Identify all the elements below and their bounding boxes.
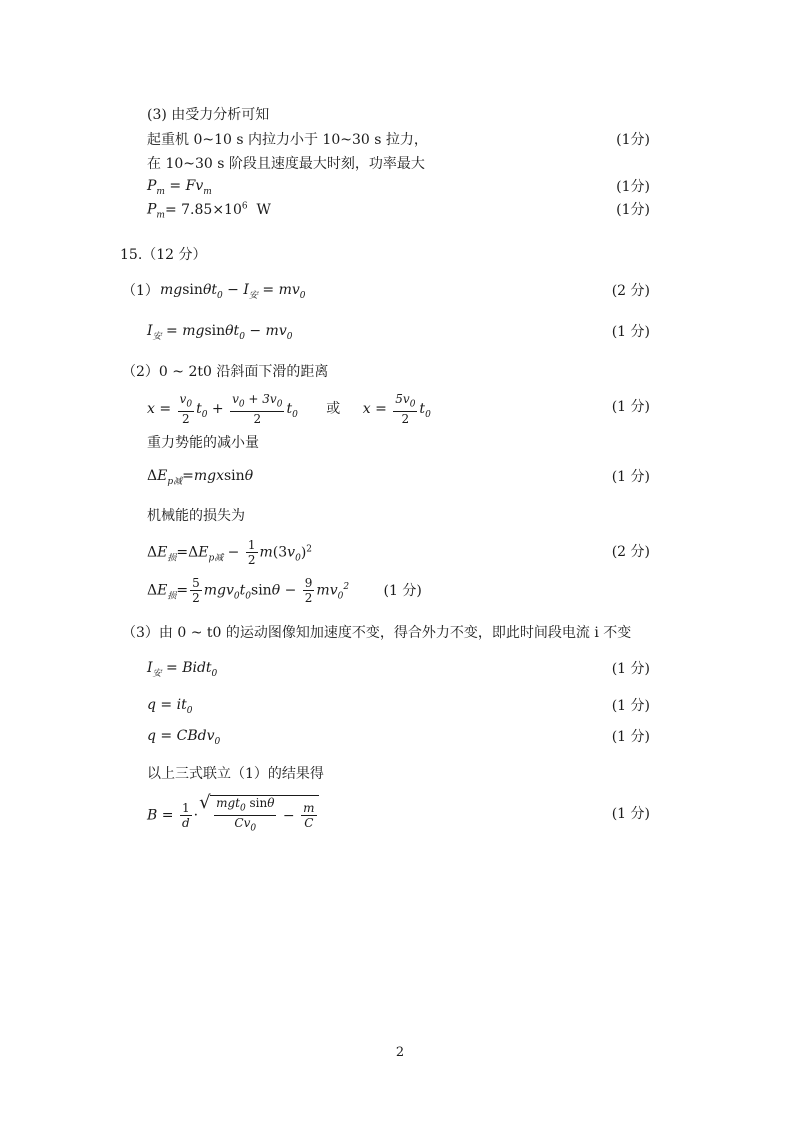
equation-pm-value: $P_m= 7.85\times 10^6$ W: [147, 201, 271, 221]
part3-line1: 起重机 0~10 s 内拉力小于 10~30 s 拉力，: [147, 132, 428, 148]
equation-energy-loss: $\Delta E_损=\Delta E_{p减}$ − $\frac{1}{2}$ $m(3v_0)^2$: [147, 538, 313, 567]
equation-distance: x = $\frac{v_0}{2}$ $t_0$ + $\frac{v_0 + 3v_0}{2}$ $t_0$ 或 x = $\frac{5v_0}{2}$ $t_0$: [147, 392, 431, 427]
equation-pe-decrease: $\Delta E_{p减}=mgxsin\theta$: [147, 468, 254, 487]
score: (1 分): [611, 399, 650, 415]
part3-intro: (3) 由受力分析可知: [147, 107, 270, 123]
score: (1分): [616, 202, 650, 218]
part3-intro: （3）由 0 ~ t0 的运动图像知加速度不变，得合外力不变，即此时间段电流 i 不变: [122, 625, 632, 641]
equation-impulse-solved: $I_安 = mgsin\theta t_0 - mv_0$: [147, 323, 293, 342]
score: (1 分): [611, 729, 650, 745]
equation-impulse: $mgsin\theta t_0 - I_安 = mv_0$: [160, 282, 306, 301]
page-number: 2: [395, 1045, 405, 1060]
part2-intro: （2）0 ~ 2t0 沿斜面下滑的距离: [122, 364, 329, 380]
or-label: 或: [326, 401, 341, 418]
equation-energy-loss-result: $\Delta E_损=$ $\frac{5}{2}$ $mgv_0t_0\sin\theta$ − $\frac{9}{2}$ $mv_0^2$ (1 分): [147, 576, 422, 605]
score: (2 分): [611, 283, 650, 299]
score: (1 分): [383, 582, 422, 599]
score: (1 分): [611, 661, 650, 677]
equation-charge-current: $q = it_0$: [147, 697, 193, 716]
score: (1 分): [611, 698, 650, 714]
score: (1 分): [611, 324, 650, 340]
part2-me-text: 机械能的损失为: [147, 508, 245, 524]
question-15-title: 15.（12 分）: [120, 247, 207, 263]
equation-charge-capacitor: q = CBdv$_0$: [147, 728, 221, 747]
score: (1分): [616, 132, 650, 148]
score: (2 分): [611, 544, 650, 560]
part2-pe-text: 重力势能的减小量: [147, 435, 259, 451]
part3-line2: 在 10~30 s 阶段且速度最大时刻，功率最大: [147, 156, 425, 172]
equation-ampere-impulse: $I_安$ = Bidt$_0$: [147, 660, 218, 679]
score: (1 分): [611, 469, 650, 485]
part1-label: （1）: [122, 283, 159, 299]
equation-pm-fvm: $P_m = Fv_m$: [147, 178, 212, 197]
score: (1 分): [611, 806, 650, 822]
equation-b-result: B = $\frac{1}{d}$ · √ $\frac{mgt_0 \sin\theta}{Cv_0}$ − $\frac{m}{C}$: [147, 795, 319, 836]
score: (1分): [616, 179, 650, 195]
part3-combine-text: 以上三式联立（1）的结果得: [147, 766, 324, 782]
